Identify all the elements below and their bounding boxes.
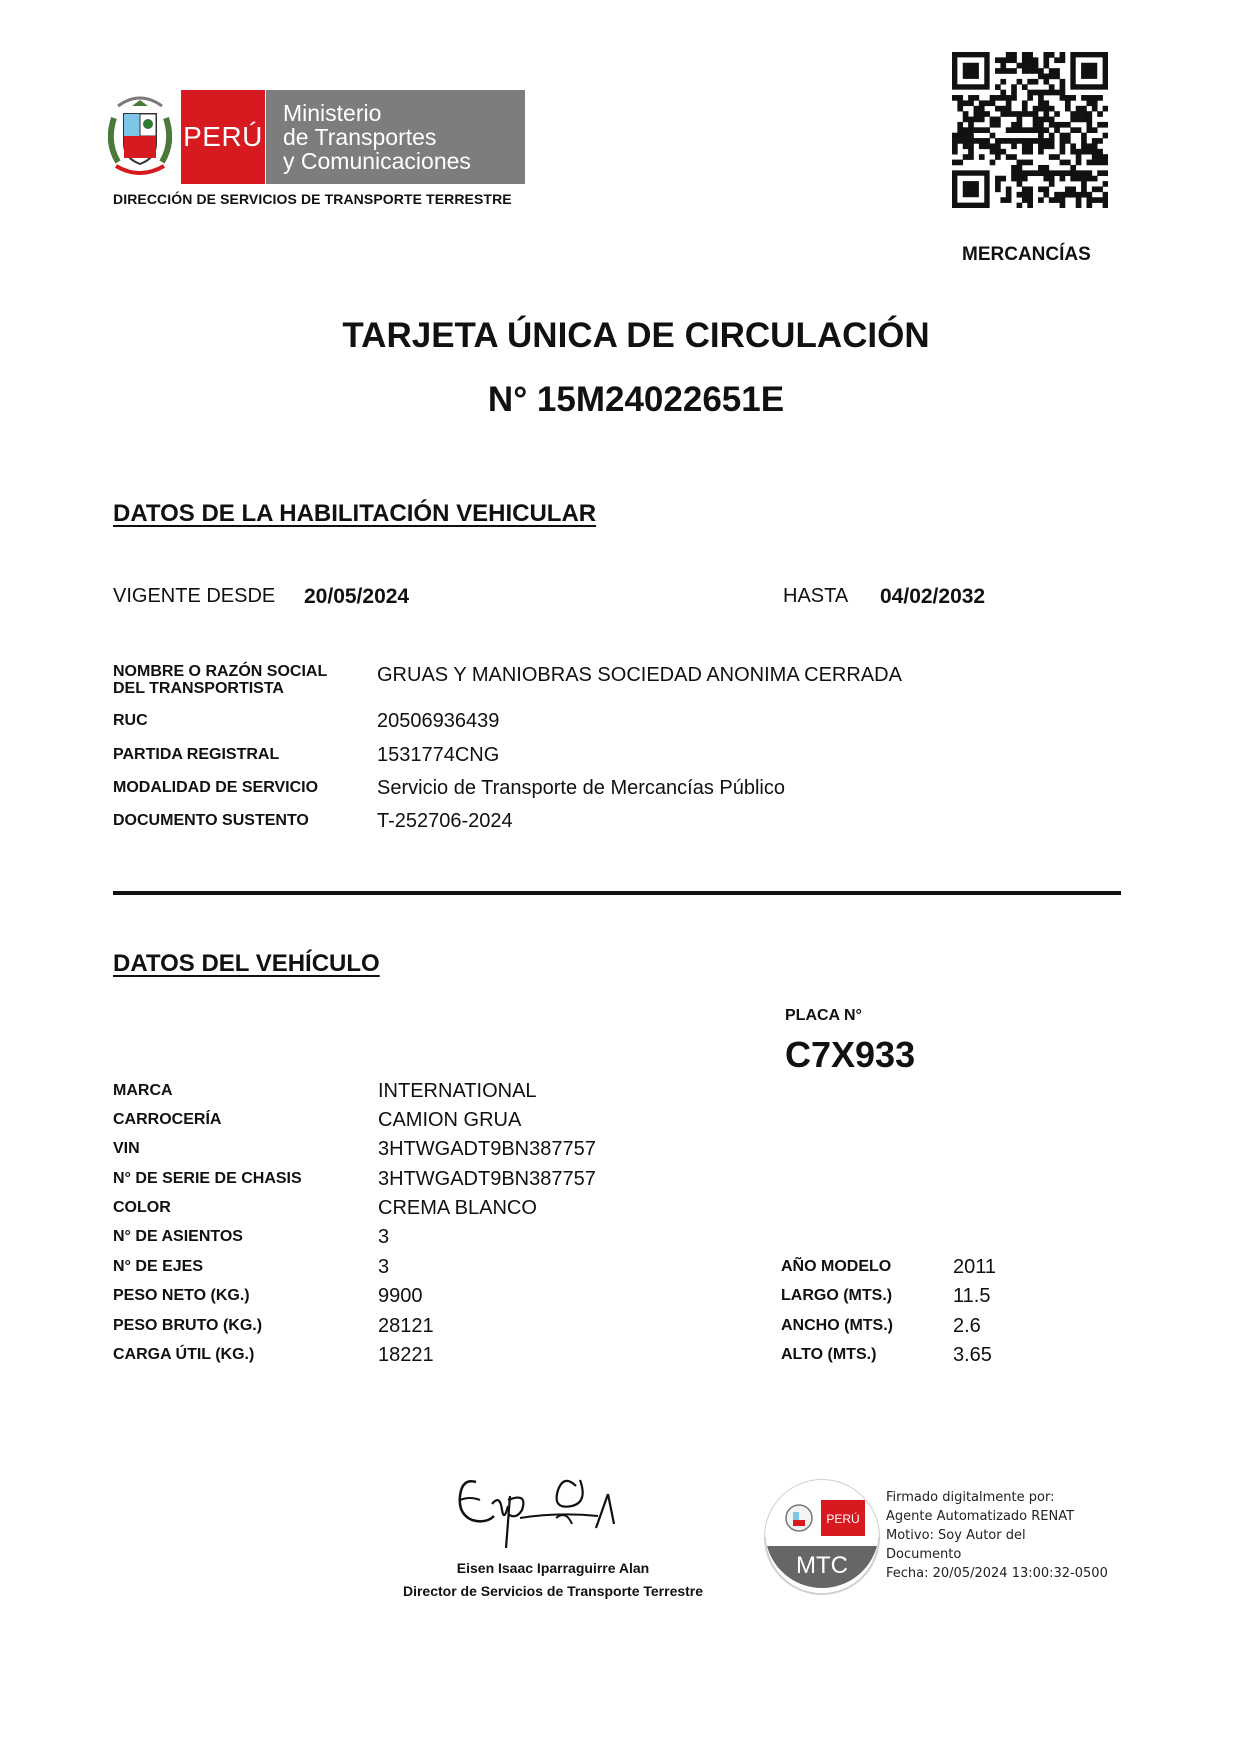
field-label-anio-modelo: AÑO MODELO xyxy=(781,1258,892,1275)
field-label-documento: DOCUMENTO SUSTENTO xyxy=(113,812,309,829)
field-value-marca: INTERNATIONAL xyxy=(378,1080,537,1102)
field-value-anio-modelo: 2011 xyxy=(953,1256,997,1278)
digital-signature-line: Firmado digitalmente por: xyxy=(886,1490,1055,1505)
vigente-label: VIGENTE DESDE xyxy=(113,585,276,607)
hasta-label: HASTA xyxy=(783,585,849,607)
field-value-largo: 11.5 xyxy=(953,1285,991,1307)
field-value-vin: 3HTWGADT9BN387757 xyxy=(378,1138,596,1160)
field-label-alto: ALTO (MTS.) xyxy=(781,1346,877,1363)
category-label: MERCANCÍAS xyxy=(962,244,1091,265)
field-label-largo: LARGO (MTS.) xyxy=(781,1287,893,1304)
field-value-carga-util: 18221 xyxy=(378,1344,434,1366)
coat-of-arms-icon xyxy=(108,92,172,184)
vigente-value: 20/05/2024 xyxy=(304,585,410,608)
field-label-transportista: NOMBRE O RAZÓN SOCIAL DEL TRANSPORTISTA xyxy=(113,663,327,697)
document-title: TARJETA ÚNICA DE CIRCULACIÓN xyxy=(342,316,930,355)
field-value-asientos: 3 xyxy=(378,1226,390,1248)
digital-signature-line: Documento xyxy=(886,1547,962,1562)
field-label-partida: PARTIDA REGISTRAL xyxy=(113,746,280,763)
ministry-logo xyxy=(266,90,525,184)
hasta-value: 04/02/2032 xyxy=(880,585,986,608)
mtc-seal-icon xyxy=(763,1478,881,1596)
handwritten-signature xyxy=(448,1466,638,1558)
document-number: N° 15M24022651E xyxy=(487,380,785,419)
signer-role: Director de Servicios de Transporte Terrestre xyxy=(402,1583,704,1599)
digital-signature-text xyxy=(886,1488,1108,1583)
qr-code-icon xyxy=(952,52,1108,208)
placa-value: C7X933 xyxy=(785,1034,916,1075)
placa-label: PLACA N° xyxy=(785,1007,862,1024)
field-value-documento: T-252706-2024 xyxy=(377,810,513,832)
field-label-ancho: ANCHO (MTS.) xyxy=(781,1317,893,1334)
field-value-transportista: GRUAS Y MANIOBRAS SOCIEDAD ANONIMA CERRADA xyxy=(377,664,902,686)
digital-signature-line: Motivo: Soy Autor del xyxy=(886,1528,1026,1543)
field-label-color: COLOR xyxy=(113,1199,171,1216)
field-value-modalidad: Servicio de Transporte de Mercancías Público xyxy=(377,777,785,799)
field-label-modalidad: MODALIDAD DE SERVICIO xyxy=(113,779,319,796)
field-label-peso-neto: PESO NETO (KG.) xyxy=(113,1287,250,1304)
section-divider xyxy=(113,891,1121,895)
field-value-carroceria: CAMION GRUA xyxy=(378,1109,522,1131)
field-value-ancho: 2.6 xyxy=(953,1315,981,1337)
digital-signature-line: Agente Automatizado RENAT xyxy=(886,1509,1075,1524)
signer-name: Eisen Isaac Iparraguirre Alan xyxy=(456,1560,650,1576)
seal-peru-text: PERÚ xyxy=(826,1512,860,1526)
field-label-chasis: N° DE SERIE DE CHASIS xyxy=(113,1170,302,1187)
field-value-partida: 1531774CNG xyxy=(377,744,500,766)
directorate-label: DIRECCIÓN DE SERVICIOS DE TRANSPORTE TERRESTRE xyxy=(113,191,512,207)
field-label-carroceria: CARROCERÍA xyxy=(113,1111,222,1128)
field-label-ejes: N° DE EJES xyxy=(113,1258,203,1275)
seal-mtc-text: MTC xyxy=(796,1552,848,1579)
section-heading-habilitacion: DATOS DE LA HABILITACIÓN VEHICULAR xyxy=(113,500,597,527)
field-value-ruc: 20506936439 xyxy=(377,710,500,732)
field-label-marca: MARCA xyxy=(113,1082,173,1099)
field-value-chasis: 3HTWGADT9BN387757 xyxy=(378,1168,596,1190)
digital-signature-line: Fecha: 20/05/2024 13:00:32-0500 xyxy=(886,1566,1108,1581)
field-label-peso-bruto: PESO BRUTO (KG.) xyxy=(113,1317,263,1334)
field-value-color: CREMA BLANCO xyxy=(378,1197,537,1219)
field-label-carga-util: CARGA ÚTIL (KG.) xyxy=(113,1346,255,1363)
field-value-ejes: 3 xyxy=(378,1256,390,1278)
field-value-alto: 3.65 xyxy=(953,1344,992,1366)
section-heading-vehiculo: DATOS DEL VEHÍCULO xyxy=(113,950,380,977)
field-value-peso-bruto: 28121 xyxy=(378,1315,434,1337)
peru-logo: PERÚ xyxy=(181,90,265,184)
field-label-asientos: N° DE ASIENTOS xyxy=(113,1228,243,1245)
field-label-vin: VIN xyxy=(113,1140,140,1157)
ministry-line-2: de Transportes xyxy=(283,124,437,150)
ministry-line-3: y Comunicaciones xyxy=(283,148,471,174)
field-value-peso-neto: 9900 xyxy=(378,1285,423,1307)
field-label-ruc: RUC xyxy=(113,712,148,729)
ministry-line-1: Ministerio xyxy=(283,100,382,126)
